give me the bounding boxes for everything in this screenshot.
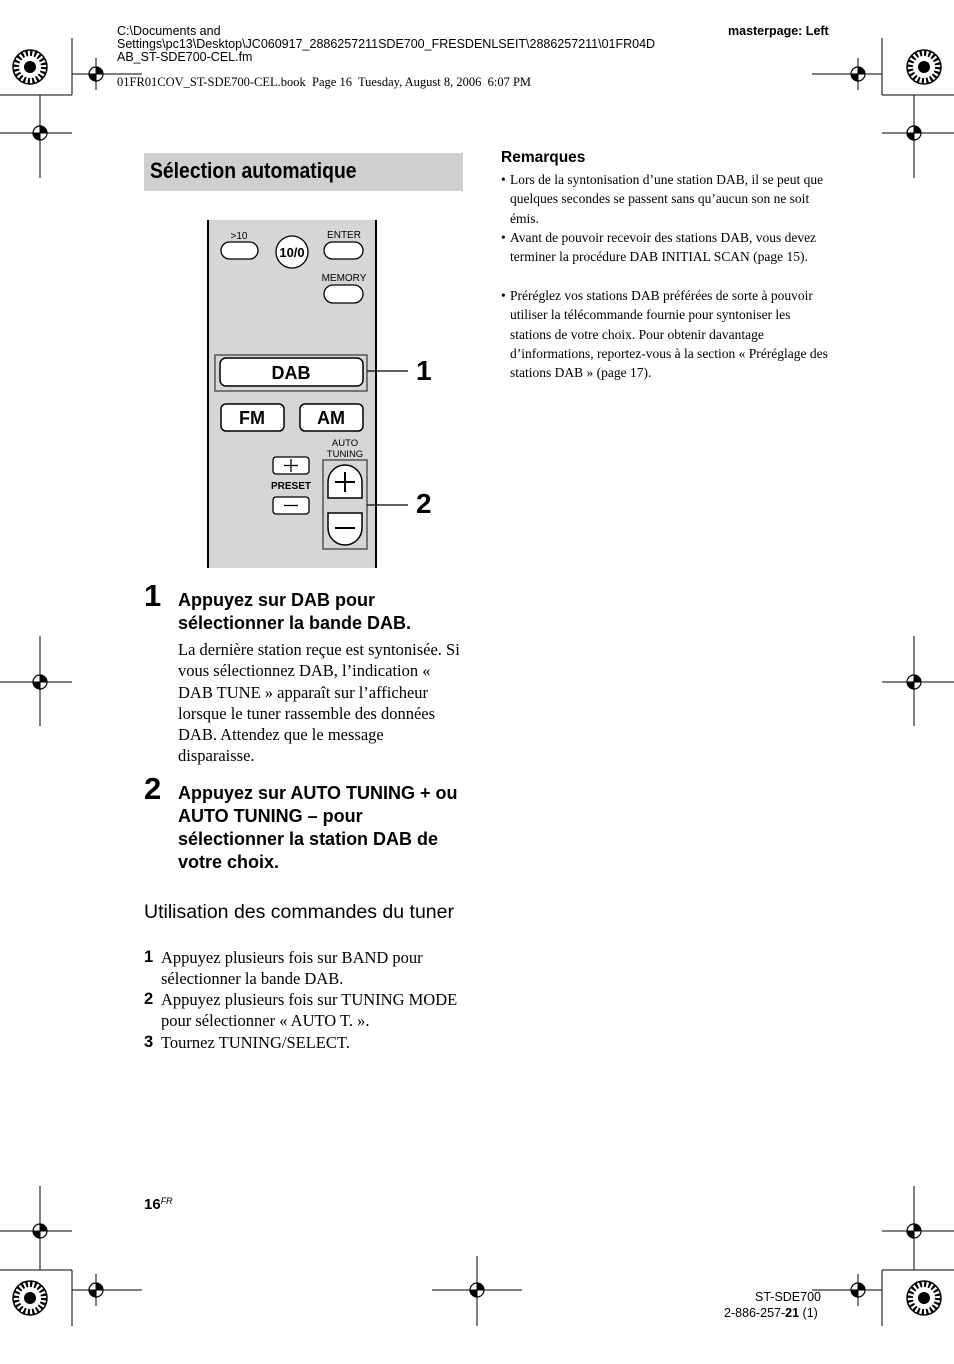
remark-text: Préréglez vos stations DAB préférées de sorte à pouvoir utiliser la télécommande fournie pour syntoniser les stations de votre choix. Pour obtenir davantage d’informations, reportez-vous à la section « Préréglage des stations DAB » (page 17). [510,288,828,381]
remote-illustration [200,220,440,572]
btn-gt10-label: >10 [230,231,248,242]
step-2-heading: Appuyez sur AUTO TUNING + ou AUTO TUNING – pour sélectionner la station DAB de votre choix. [178,783,458,872]
list-item-text: Appuyez plusieurs fois sur TUNING MODE pour sélectionner « AUTO T. ». [161,990,458,1031]
list-item-number: 2 [144,990,154,1008]
masterpage-label: masterpage: Left [728,24,829,38]
file-path [117,25,655,64]
section-title: Sélection automatique [150,158,357,183]
list-item-text: Tournez TUNING/SELECT. [161,1033,350,1052]
remark-item [501,228,831,286]
list-item-number: 3 [144,1033,154,1051]
model-number: ST-SDE700 [755,1290,822,1304]
bullet: • [501,288,506,303]
btn-enter-label: ENTER [327,230,361,241]
btn-10-0-label: 10/0 [279,245,305,260]
bullet: • [501,230,506,245]
step-1-number: 1 [144,578,162,613]
callout-1: 1 [416,355,432,386]
remark-item [501,286,831,384]
step-1-body: La dernière station reçue est syntonisée. Si vous sélectionnez DAB, l’indication « DAB TUNE » apparaît sur l’afficheur lorsque le tuner rassemble des données DAB. Attendez que le message disparaisse. [178,640,460,766]
btn-fm-label: FM [239,408,265,428]
auto-label: AUTO [331,438,359,449]
gt10-button[interactable] [221,242,258,259]
preset-label: PRESET [270,481,312,492]
remark-item [501,170,831,228]
btn-memory-label: MEMORY [321,273,367,284]
doc-code-suffix: (1) [799,1306,818,1320]
list-item [144,1032,464,1054]
btn-dab-label: DAB [271,363,311,383]
step-1-heading: Appuyez sur DAB pour sélectionner la bande DAB. [178,590,412,633]
doc-code-bold: 21 [785,1306,800,1320]
file-path-line: AB_ST-SDE700-CEL.fm [117,50,253,64]
btn-am-label: AM [317,408,345,428]
remarks-heading: Remarques [501,149,586,166]
book-line: 01FR01COV_ST-SDE700-CEL.book Page 16 Tuesday, August 8, 2006 6:07 PM [117,75,532,89]
memory-button[interactable] [324,285,363,303]
list-item [144,947,464,990]
bullet: • [501,172,506,187]
page-suffix: FR [160,1196,173,1206]
page-number-value: 16 [144,1196,161,1213]
remark-text: Lors de la syntonisation d’une station DAB, il se peut que quelques secondes se passent sans qu’aucun son ne soit émis. [510,172,824,226]
doc-code-prefix: 2-886-257- [724,1306,786,1320]
list-item [144,989,464,1032]
step-2-number: 2 [144,771,162,806]
page-number [144,1196,173,1213]
list-item-number: 1 [144,948,154,966]
callout-2: 2 [416,488,432,519]
enter-button[interactable] [324,242,363,259]
file-path-line: Settings\pc13\Desktop\JC060917_2886257211SDE700_FRESDENLSEIT\2886257211\01FR04D [117,37,656,51]
section-title-bar [144,153,463,191]
doc-code [724,1306,818,1320]
file-path-line: C:\Documents and [117,24,221,38]
list-item-text: Appuyez plusieurs fois sur BAND pour sélectionner la bande DAB. [161,948,423,989]
remark-text: Avant de pouvoir recevoir des stations DAB, vous devez terminer la procédure DAB INITIAL SCAN (page 15). [510,230,817,265]
tuning-label: TUNING [326,449,364,460]
tuner-section-heading: Utilisation des commandes du tuner [144,901,454,923]
